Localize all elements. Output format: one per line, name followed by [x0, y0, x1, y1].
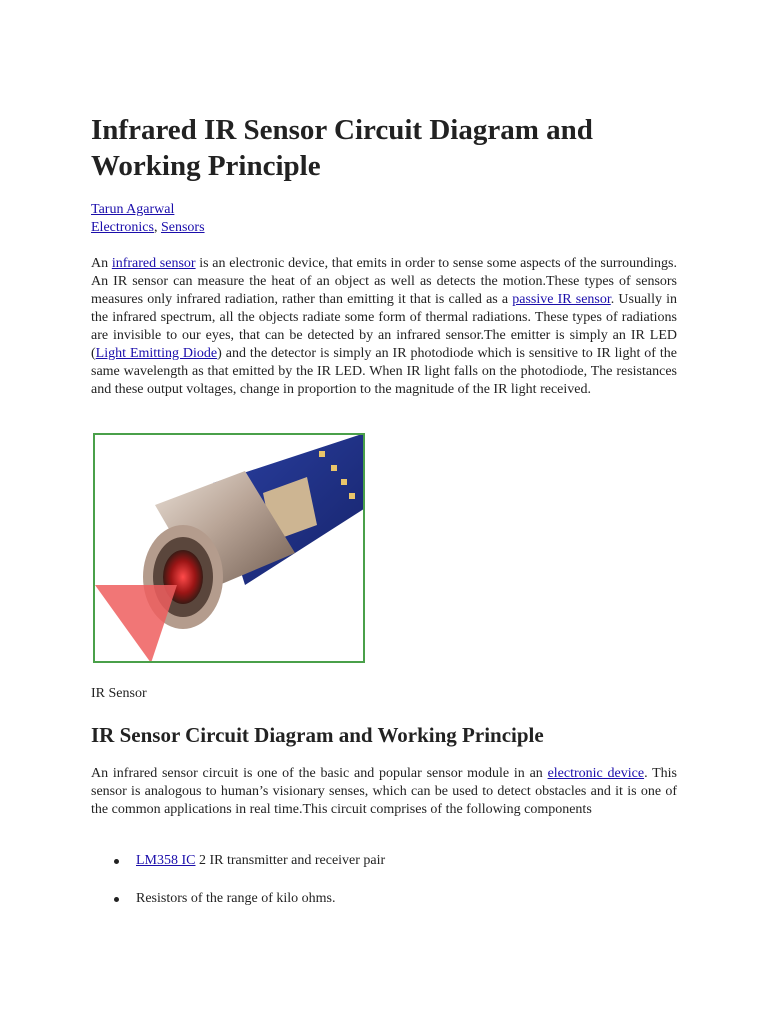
- category-separator: ,: [153, 220, 161, 235]
- ir-sensor-image: [93, 433, 365, 663]
- article-title: Infrared IR Sensor Circuit Diagram and Working Principle: [91, 114, 593, 182]
- category-link-sensors[interactable]: Sensors: [160, 220, 205, 235]
- author-link[interactable]: Tarun Agarwal: [91, 202, 175, 217]
- intro-text: . Usually in the infrared spectrum, all the objects radiate some form of thermal radiations. These types of radiations are invisible to our eyes, that can be detected by an infrared sensor.The emitter is simply an IR LED (: [91, 292, 677, 361]
- passive-ir-sensor-link[interactable]: passive IR sensor: [512, 292, 611, 307]
- figure-caption: IR Sensor: [91, 686, 147, 701]
- section-heading: IR Sensor Circuit Diagram and Working Principle: [91, 723, 544, 747]
- intro-text: is an electronic device, that emits in order to sense some aspects of the surroundings. An IR sensor can measure the heat of an object as well as detects the motion.These types of sensors measures only infrared radiation, rather than emitting it that is called as a: [91, 256, 677, 307]
- section-text: An infrared sensor circuit is one of the basic and popular sensor module in an: [91, 766, 548, 781]
- intro-text: ) and the detector is simply an IR photodiode which is sensitive to IR light of the same wavelength as that emitted by the IR LED. When IR light falls on the photodiode, The resistances and these output voltages, change in proportion to the magnitude of the IR light received.: [91, 346, 678, 397]
- intro-text: An: [91, 256, 112, 271]
- section-text: . This sensor is analogous to human’s visionary senses, which can be used to detect obstacles and it is one of the common applications in real time.This circuit comprises of the following components: [91, 766, 677, 817]
- list-item-text: 2 IR transmitter and receiver pair: [195, 853, 386, 868]
- intro-paragraph: [91, 255, 677, 399]
- lm358-ic-link[interactable]: LM358 IC: [136, 853, 196, 868]
- list-item-text: Resistors of the range of kilo ohms.: [136, 891, 336, 906]
- ir-sensor-illustration: [95, 435, 363, 661]
- article-meta: [91, 201, 205, 237]
- category-link-electronics[interactable]: Electronics: [91, 220, 154, 235]
- components-list: [91, 852, 677, 908]
- electronic-device-link[interactable]: electronic device: [547, 766, 645, 781]
- list-item: [91, 852, 677, 870]
- section-paragraph: [91, 765, 677, 819]
- infrared-sensor-link[interactable]: infrared sensor: [111, 256, 196, 271]
- list-item: [91, 890, 677, 908]
- led-link[interactable]: Light Emitting Diode: [95, 346, 218, 361]
